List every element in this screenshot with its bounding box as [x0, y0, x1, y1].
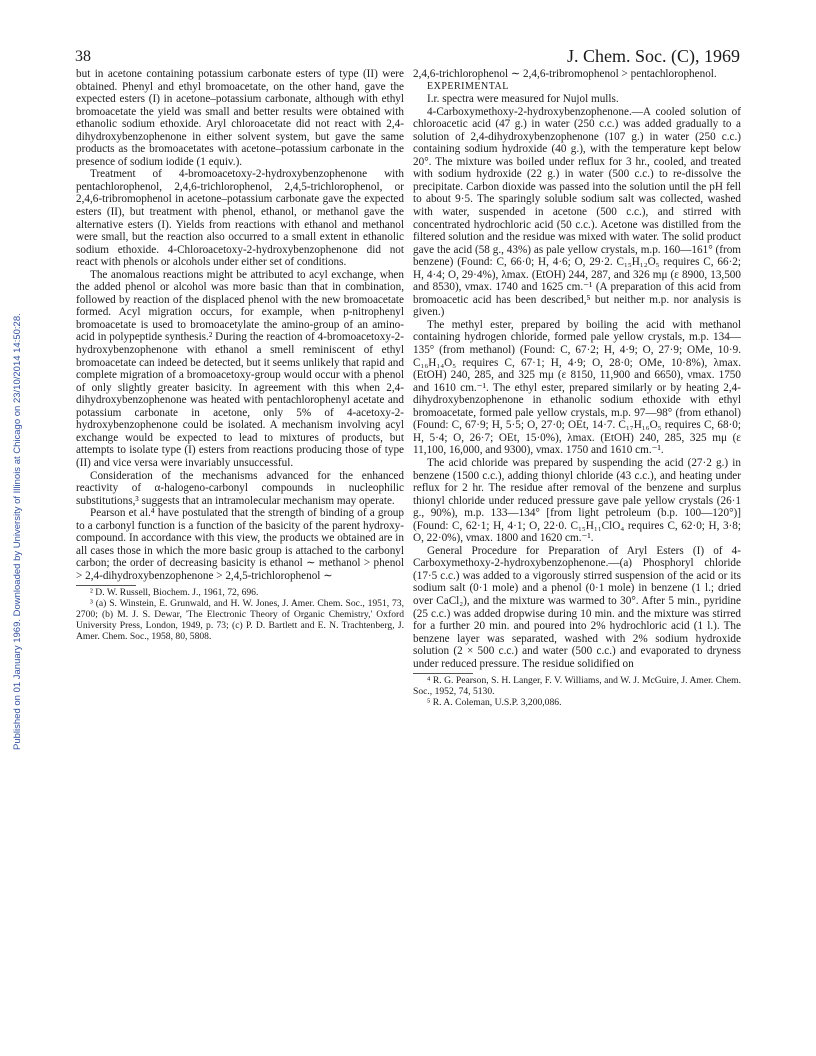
download-watermark [0, 0, 23, 1056]
paragraph: 2,4,6-trichlorophenol ∼ 2,4,6-tribromophenol > pentachlorophenol. [413, 68, 717, 80]
paragraph: but in acetone containing potassium carbonate esters of type (II) were obtained. Phenyl and ethyl bromoacetate, on the other hand, gave the expected esters (I) in acetone–potassium carbonate, although with ethyl bromoacetate the yield was small and better results were obtained with ethanolic sodium ethoxide. Aryl chloroacetate did not react with 2,4-dihydroxybenzophenone in either solvent system, but gave the same products as the bromoacetates with acetone–potassium carbonate in the presence of sodium iodide (1 equiv.). [76, 68, 404, 168]
footnote: ² D. W. Russell, Biochem. J., 1961, 72, 696. [90, 587, 259, 599]
section-heading: EXPERIMENTAL [427, 80, 509, 92]
journal-header: J. Chem. Soc. (C), 1969 [567, 46, 740, 66]
paragraph: The anomalous reactions might be attributed to acyl exchange, when the added phenol or alcohol was more basic than that in combination, followed by reaction of the displaced phenol with the new bromoacetate formed. Acyl migration occurs, for example, when p-nitrophenyl bromoacetate is used to bromoacetylate the amino-group of an amino-acid in polypeptide synthesis.² During the reaction of 4-bromoacetoxy-2-hydroxybenzophenone with ethanol a smell reminiscent of ethyl bromoacetate can indeed be detected, but it seems unlikely that rapid and complete migration of a bromoacetoxy-group would occur with a phenol of only slightly greater basicity. In agreement with this when 2,4-dihydroxybenzophenone was heated with pentachlorophenyl acetate and potassium carbonate in acetone, only 5% of 4-acetoxy-2-hydroxybenzophenone could be isolated. A mechanism involving acyl exchange would be expected to lead to mixtures of products, but attempts to isolate type (I) esters from reactions producing those of type (II) and vice versa were invariably unsuccessful. [76, 268, 404, 469]
left-column [76, 68, 404, 643]
paragraph: The acid chloride was prepared by suspending the acid (27·2 g.) in benzene (1500 c.c.), adding thionyl chloride (43 c.c.), and heating under reflux for 2 hr. The residue after removal of the benzene and surplus thionyl chloride under reduced pressure gave pale yellow crystals (26·1 g., 90%), m.p. 133—134° [from light petroleum (b.p. 100—120°)] (Found: C, 62·1; H, 4·1; O, 22·0. C₁₅H₁₁ClO₄ requires C, 62·0; H, 3·8; O, 22·0%), νmax. 1800 and 1620 cm.⁻¹. [413, 456, 741, 545]
watermark-text: Published on 01 January 1969. Downloaded by University of Illinois at Chicago on 23/10/2014 14:50:28. [12, 313, 23, 750]
paragraph: 4-Carboxymethoxy-2-hydroxybenzophenone.—A cooled solution of chloroacetic acid (47 g.) in water (250 c.c.) was added gradually to a solution of 2,4-dihydroxybenzophenone (107 g.) in water (250 c.c.) containing sodium hydroxide (40 g.), with the temperature kept below 20°. The mixture was boiled under reflux for 3 hr., cooled, and treated with sodium hydroxide (22 g.) in water (500 c.c.) to re-dissolve the precipitate. Carbon dioxide was passed into the solution until the pH fell to about 9·5. The sparingly soluble sodium salt was collected, washed with water, suspended in acetone (500 c.c.), and stirred with concentrated hydrochloric acid (50 c.c.). Acetone was distilled from the filtered solution and the residue was mixed with water. The solid product gave the acid (58 g., 43%) as pale yellow crystals, m.p. 160—161° (from benzene) (Found: C, 66·0; H, 4·6; O, 29·2. C₁₅H₁₂O₅ requires C, 66·2; H, 4·4; O, 29·4%), λmax. (EtOH) 244, 287, and 326 mμ (ε 8900, 13,500 and 8530), νmax. 1740 and 1625 cm.⁻¹ (A preparation of this acid from bromoacetic acid has been described,⁵ but neither m.p. nor analysis is given.) [413, 105, 741, 319]
paragraph: The methyl ester, prepared by boiling the acid with methanol containing hydrogen chloride, formed pale yellow crystals, m.p. 134—135° (from methanol) (Found: C, 67·2; H, 4·9; O, 27·9; OMe, 10·9. C₁₆H₁₄O₅ requires C, 67·1; H, 4·9; O, 28·0; OMe, 10·8%), λmax. (EtOH) 240, 285, and 325 mμ (ε 8150, 11,900 and 6650), νmax. 1750 and 1610 cm.⁻¹. The ethyl ester, prepared similarly or by heating 2,4-dihydroxybenzophenone in ethanolic sodium ethoxide with ethyl bromoacetate, formed pale yellow crystals, m.p. 97—98° (from ethanol) (Found: C, 67·9; H, 5·5; O, 27·0; OEt, 14·7. C₁₇H₁₆O₅ requires C, 68·0; H, 5·4; O, 26·7; OEt, 15·0%), λmax. (EtOH) 240, 285, 325 mμ (ε 11,100, 16,000, and 9300), νmax. 1750 and 1610 cm.⁻¹. [413, 318, 741, 457]
paragraph: Pearson et al.⁴ have postulated that the strength of binding of a group to a carbonyl function is a function of the basicity of the parent hydroxy-compound. In accordance with this view, the products we obtained are in all cases those in which the more basic group is attached to the carbonyl carbon; the order of decreasing basicity is ethanol ∼ methanol > phenol > 2,4-dihydroxybenzophenone > 2,4,5-trichlorophenol ∼ [76, 507, 404, 582]
page-number: 38 [75, 48, 91, 65]
paragraph: General Procedure for Preparation of Aryl Esters (I) of 4-Carboxymethoxy-2-hydroxybenzophenone.—(a) Phosphoryl chloride (17·5 c.c.) was added to a vigorously stirred suspension of the acid or its sodium salt (0·1 mole) and a phenol (0·1 mole) in benzene (1 l.; dried over CaCl₂), and the mixture was warmed to 30°. After 5 min., pyridine (25 c.c.) was added dropwise during 10 min. and the mixture was stirred for a further 20 min. and poured into 2% hydrochloric acid (1 l.). The benzene layer was separated, washed with 2% sodium hydroxide solution (2 × 500 c.c.) and water (500 c.c.) and evaporated to dryness under reduced pressure. The residue solidified on [413, 544, 741, 670]
paragraph: I.r. spectra were measured for Nujol mulls. [427, 93, 619, 106]
footnote-divider [413, 673, 473, 674]
right-column [413, 68, 741, 709]
footnote: ⁴ R. G. Pearson, S. H. Langer, F. V. Williams, and W. J. McGuire, J. Amer. Chem. Soc., 1952, 74, 5130. [413, 675, 741, 698]
paragraph: Consideration of the mechanisms advanced for the enhanced reactivity of α-halogeno-carbonyl compounds in nucleophilic substitutions,³ suggests that an intramolecular mechanism may operate. [76, 469, 404, 507]
footnote: ³ (a) S. Winstein, E. Grunwald, and H. W. Jones, J. Amer. Chem. Soc., 1951, 73, 2700; (b) M. J. S. Dewar, 'The Electronic Theory of Organic Chemistry,' Oxford University Press, London, 1949, p. 73; (c) P. D. Bartlett and E. N. Trachtenberg, J. Amer. Chem. Soc., 1958, 80, 5808. [76, 598, 404, 643]
footnote-divider [76, 585, 136, 586]
footnote: ⁵ R. A. Coleman, U.S.P. 3,200,086. [427, 697, 562, 709]
paragraph: Treatment of 4-bromoacetoxy-2-hydroxybenzophenone with pentachlorophenol, 2,4,6-trichlorophenol, 2,4,5-trichlorophenol, or 2,4,6-tribromophenol in acetone–potassium carbonate gave the expected esters (II), but treatment with phenol, ethanol, or methanol gave the alternative esters (I). Yields from reactions with ethanol and methanol were small, but the reaction also occurred to a small extent in ethanolic sodium ethoxide. 4-Chloroacetoxy-2-hydroxybenzophenone did not react with phenols or alcohols under either set of conditions. [76, 168, 404, 269]
